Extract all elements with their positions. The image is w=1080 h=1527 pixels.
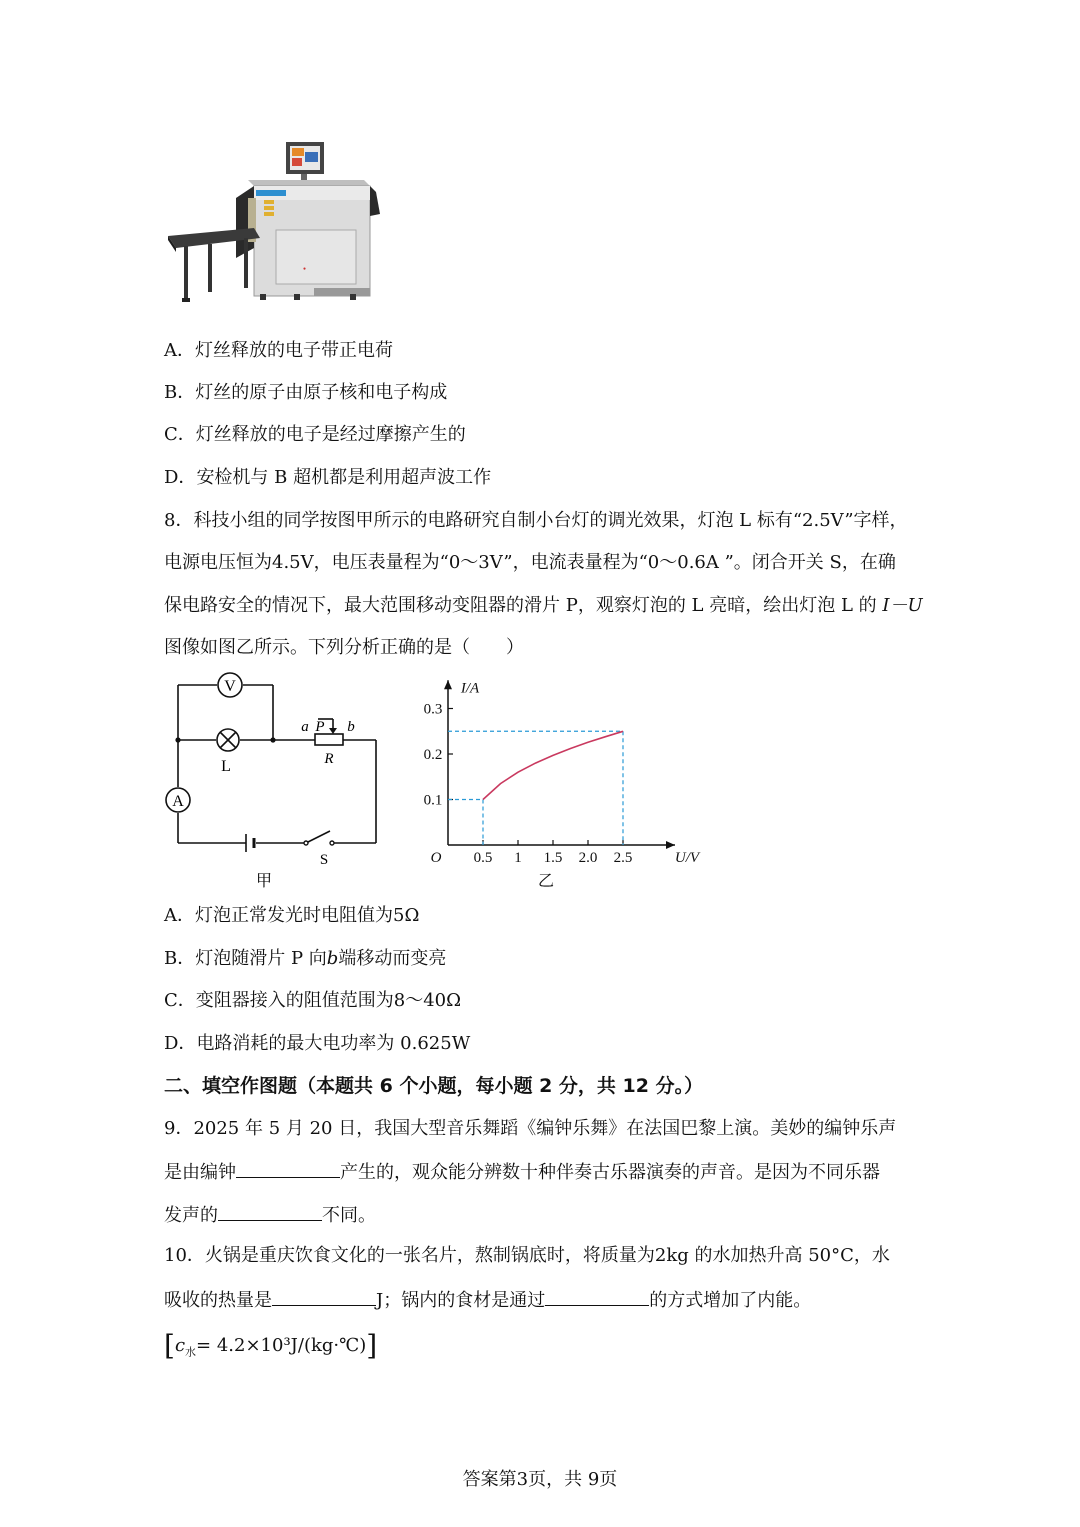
q10-line-1: 10．火锅是重庆饮食文化的一张名片，熬制锅底时，将质量为2kg 的水加热升高 50°C，水 [164, 1245, 890, 1266]
section-2-heading: 二、填空作图题（本题共 6 个小题，每小题 2 分，共 12 分。） [164, 1075, 704, 1097]
x-tick-label: 1 [514, 850, 522, 866]
end-a-label: a [301, 719, 309, 735]
iu-curve [483, 731, 623, 799]
x-axis-arrow [666, 841, 675, 849]
circuit-diagram [160, 668, 390, 893]
q9-line-2: 是由编钟 产生的，观众能分辨数十种伴奏古乐器演奏的声音。是因为不同乐器 [164, 1159, 880, 1185]
q8-option-c: C．变阻器接入的阻值范围为8～40Ω [164, 990, 462, 1011]
q9-line-3: 发声的 不同。 [164, 1202, 376, 1228]
xray-scanner-image [164, 138, 384, 322]
q8-option-a: A．灯泡正常发光时电阻值为5Ω [164, 905, 420, 926]
q7-option-c: C．灯丝释放的电子是经过摩擦产生的 [164, 424, 466, 445]
q7-option-b: B．灯丝的原子由原子核和电子构成 [164, 382, 448, 403]
q10-formula: [$c_水=$ 4.2×10³J/(kg·℃)] [164, 1329, 378, 1362]
q8-line-4: 图像如图乙所示。下列分析正确的是（ ） [164, 637, 524, 658]
q10-line-2: 吸收的热量是 J；锅内的食材是通过 的方式增加了内能。 [164, 1287, 811, 1313]
slider-label: P [315, 719, 325, 735]
y-axis-label: I/A [460, 680, 480, 697]
lamp-label: L [221, 758, 231, 775]
origin-label: O [430, 850, 442, 866]
switch-label: S [319, 852, 329, 868]
end-b-label: b [347, 719, 355, 735]
x-axis-label: U/V [674, 850, 700, 866]
q7-option-a: A．灯丝释放的电子带正电荷 [164, 340, 393, 361]
x-tick-label: 2.5 [613, 850, 633, 866]
q8-line-2: 电源电压恒为4.5V，电压表量程为“0～3V”，电流表量程为“0～0.6A ”。闭合开关 S，在确 [164, 552, 896, 573]
circuit-caption: 甲 [255, 873, 273, 890]
q9-blank-2[interactable] [218, 1202, 322, 1221]
q8-option-b: B．灯泡随滑片 P 向b端移动而变亮 [164, 948, 447, 969]
resistor-label: R [324, 751, 334, 767]
x-tick-label: 2.0 [578, 850, 598, 866]
page-footer: 答案第3页，共 9页 [462, 1469, 618, 1490]
voltmeter-label: V [224, 678, 236, 695]
q10-blank-2[interactable] [545, 1287, 649, 1306]
q8-line-3: 保电路安全的情况下，最大范围移动变阻器的滑片 P，观察灯泡的 L 亮暗，绘出灯泡 L 的 I－U [164, 595, 923, 616]
y-axis-arrow [444, 680, 452, 689]
svg-text:●: ● [302, 267, 322, 272]
q8-option-d: D．电路消耗的最大电功率为 0.625W [164, 1033, 471, 1054]
q8-line-1: 8．科技小组的同学按图甲所示的电路研究自制小台灯的调光效果，灯泡 L 标有“2.5V”字样， [164, 510, 908, 531]
iu-chart [420, 668, 700, 893]
x-tick-label: 1.5 [543, 850, 563, 866]
q9-line-1: 9．2025 年 5 月 20 日，我国大型音乐舞蹈《编钟乐舞》在法国巴黎上演。美妙的编钟乐声 [164, 1118, 897, 1139]
y-tick-label: 0.2 [423, 747, 443, 763]
y-tick-label: 0.3 [423, 701, 443, 718]
q9-blank-1[interactable] [236, 1159, 340, 1178]
x-tick-label: 0.5 [473, 850, 493, 866]
q7-option-d: D．安检机与 B 超机都是利用超声波工作 [164, 467, 492, 488]
q10-blank-1[interactable] [272, 1287, 376, 1306]
ammeter-label: A [172, 793, 184, 810]
y-tick-label: 0.1 [423, 792, 443, 809]
chart-caption: 乙 [537, 873, 555, 890]
